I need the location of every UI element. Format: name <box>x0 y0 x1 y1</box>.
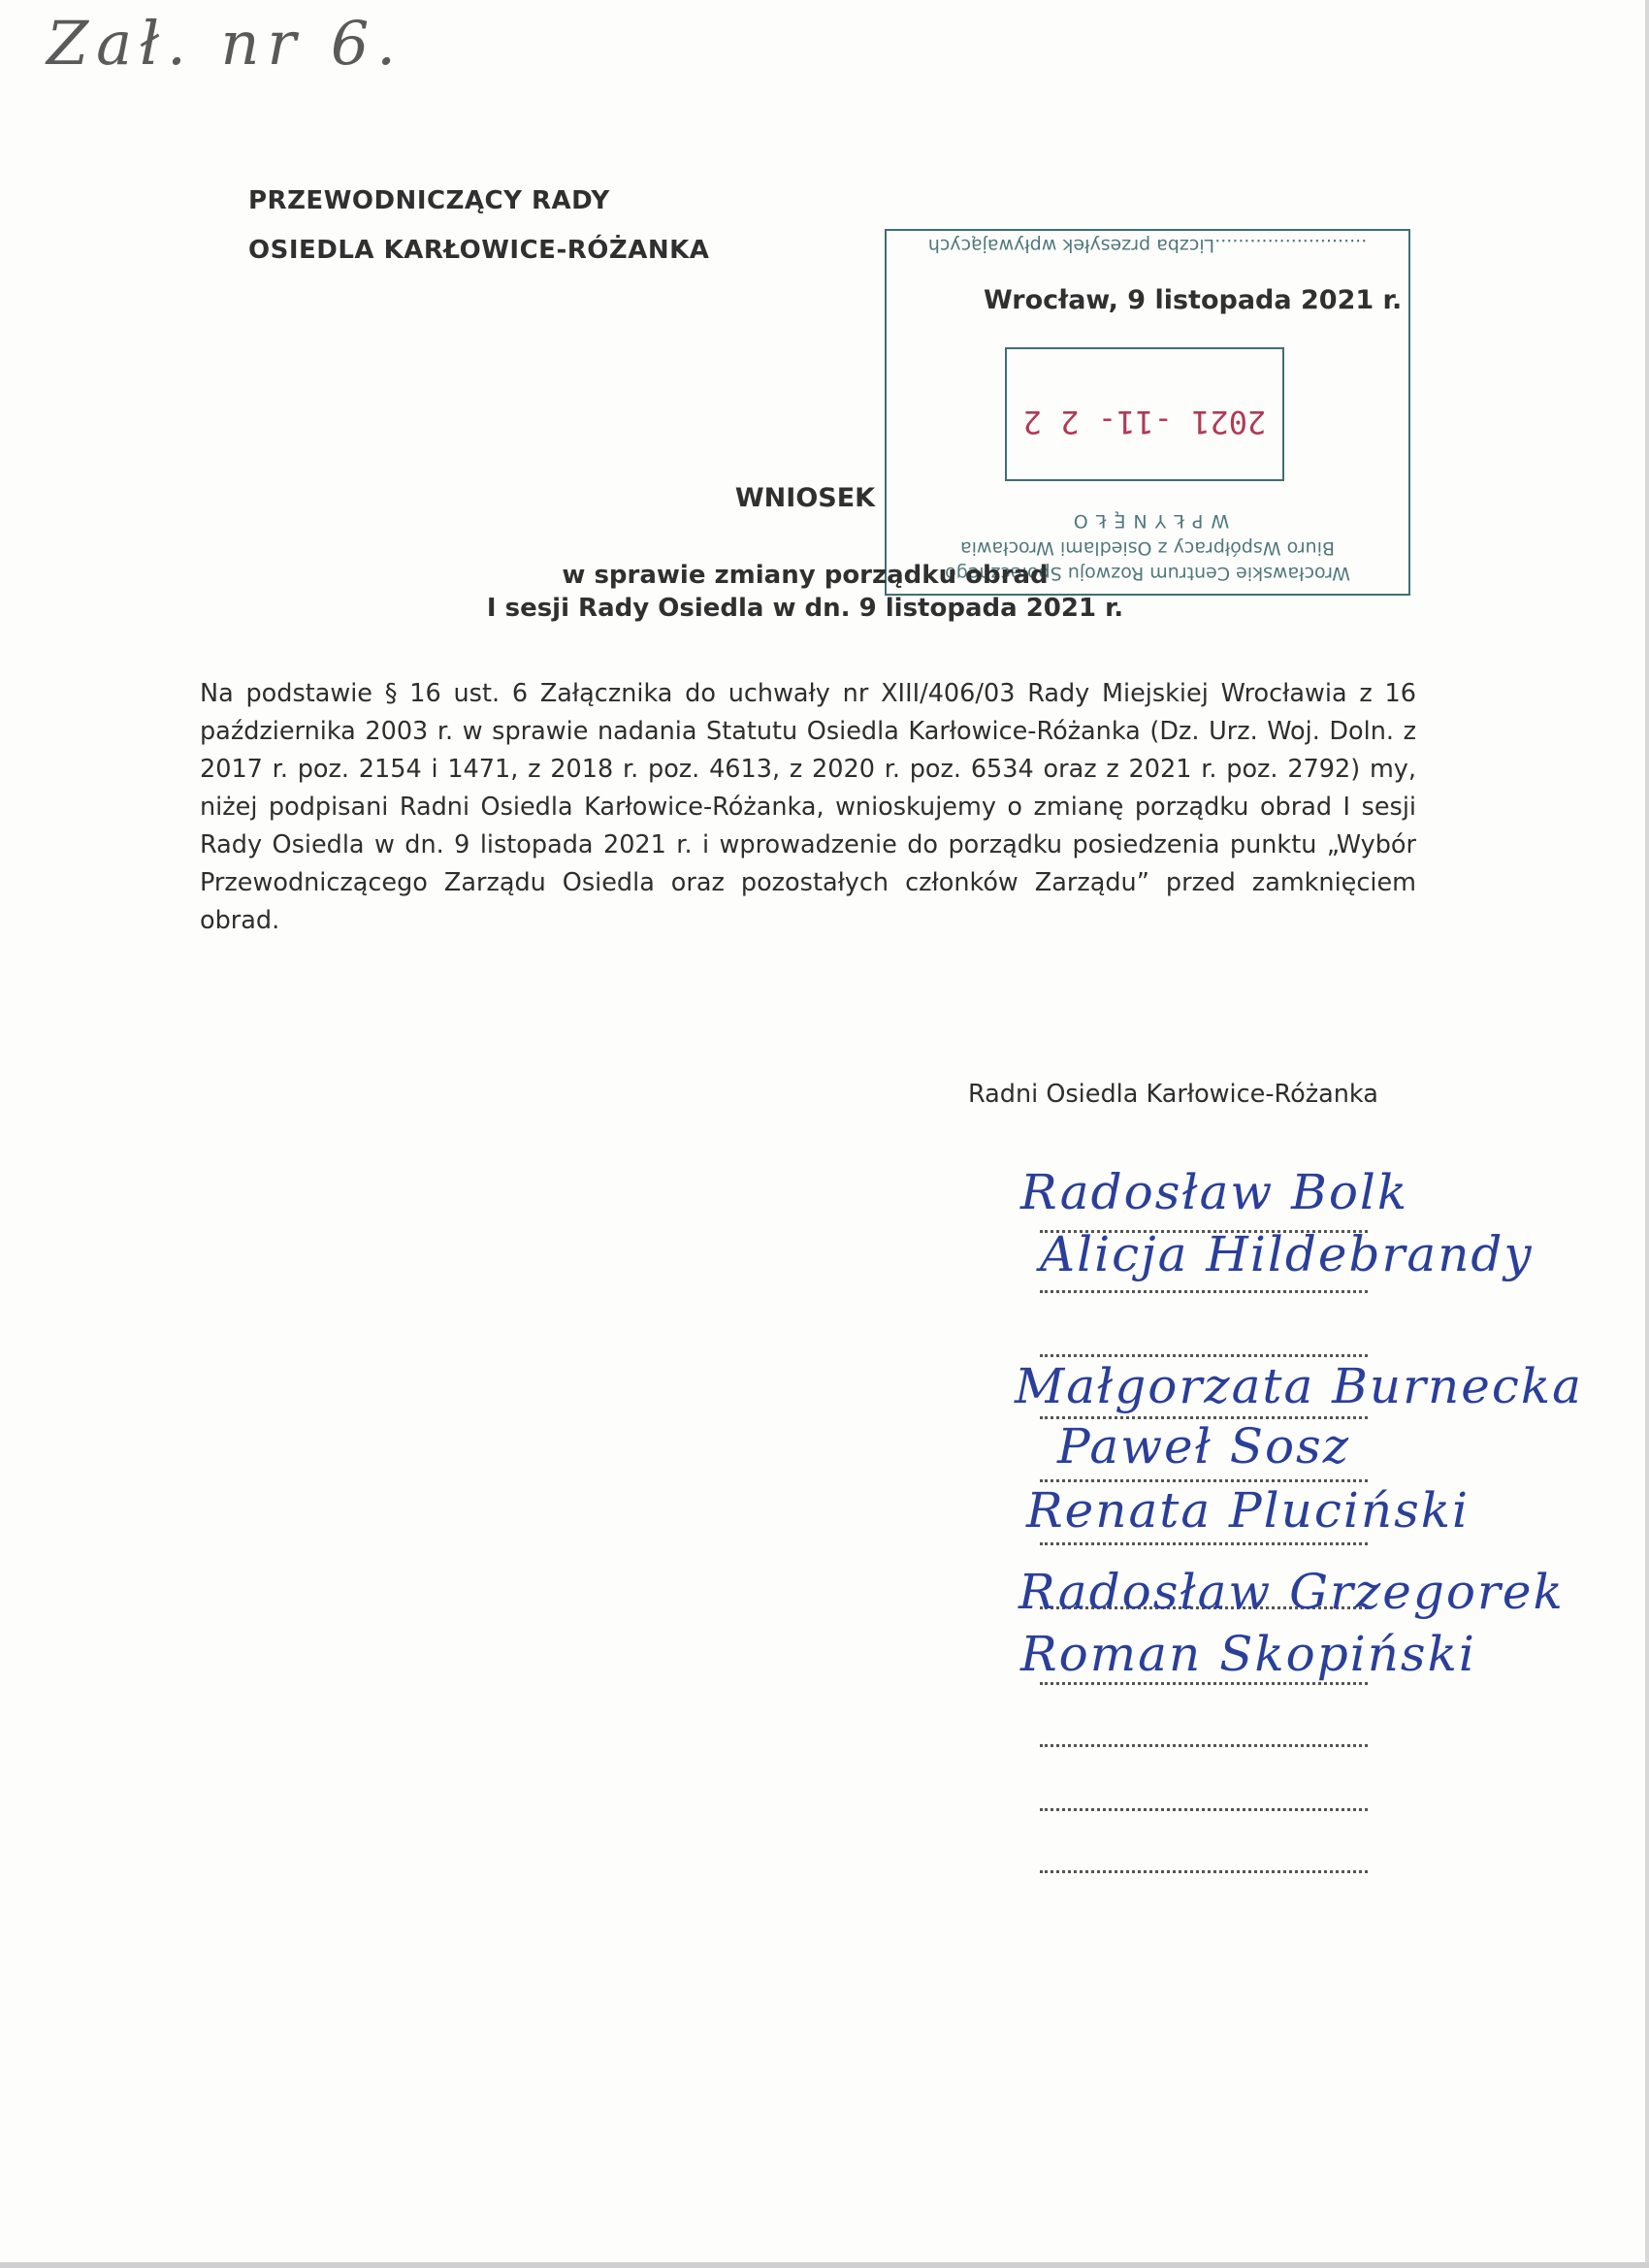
signature: Renata Pluciński <box>1026 1482 1471 1539</box>
signature: Małgorzata Burnecka <box>1015 1358 1583 1414</box>
document-body: Na podstawie § 16 ust. 6 Załącznika do uchwały nr XIII/406/03 Rady Miejskiej Wrocławia z 16 października 2003 r. w sprawie nadania Statutu Osiedla Karłowice-Różanka (Dz. Urz. Woj. Doln. z 2017 r. poz. 2154 i 1471, z 2018 r. poz. 4613, z 2020 r. poz. 6534 oraz z 2021 r. poz. 2792) my, niżej podpisani Radni Osiedla Karłowice-Różanka, wnioskujemy o zmianę porządku obrad I sesji Rady Osiedla w dn. 9 listopada 2021 r. i wprowadzenie do porządku posiedzenia punktu „Wybór Przewodniczącego Zarządu Osiedla oraz pozostałych członków Zarządu” przed zamknięciem obrad. <box>200 679 1416 935</box>
signature: Radosław Grzegorek <box>1018 1564 1565 1620</box>
signature: Alicja Hildebrandy <box>1040 1226 1534 1282</box>
receipt-stamp <box>885 229 1410 596</box>
document-title: WNIOSEK <box>734 483 876 513</box>
signature-line <box>1040 1354 1368 1357</box>
header-line-2: OSIEDLA KARŁOWICE-RÓŻANKA <box>248 236 710 265</box>
signature-line <box>1040 1542 1368 1545</box>
signature: Roman Skopiński <box>1020 1626 1476 1682</box>
signature: Radosław Bolk <box>1020 1164 1409 1220</box>
signature-line <box>1040 1870 1368 1873</box>
signature-line <box>1040 1290 1368 1293</box>
signature-line <box>1040 1744 1368 1747</box>
stamp-institution: Wrocławskie Centrum Rozwoju Społecznego <box>945 563 1350 584</box>
signature: Paweł Sosz <box>1057 1418 1351 1474</box>
subtitle-line-1: w sprawie zmiany porządku obrad <box>562 561 1049 590</box>
signatures-heading: Radni Osiedla Karłowice-Różanka <box>968 1080 1378 1109</box>
place-and-date: Wrocław, 9 listopada 2021 r. <box>984 285 1403 315</box>
stamp-footer: ..........................Liczba przesyłek wpływających <box>927 235 1368 256</box>
handwritten-annotation: Zał. nr 6. <box>47 8 404 79</box>
stamp-received-label: WPŁYNĘŁO <box>1065 510 1230 532</box>
scan-edge-bottom <box>0 2262 1649 2268</box>
signature-line <box>1040 1808 1368 1811</box>
document-subtitle <box>0 559 1610 625</box>
stamp-date: 2021 -11- 2 2 <box>1022 404 1267 440</box>
stamp-date-box <box>1005 347 1284 481</box>
header-line-1: PRZEWODNICZĄCY RADY <box>248 186 610 215</box>
signature-line <box>1040 1682 1368 1685</box>
scan-edge-right <box>1645 0 1649 2268</box>
stamp-department: Biuro Współpracy z Osiedlami Wrocławia <box>960 537 1335 559</box>
subtitle-line-2: I sesji Rady Osiedla w dn. 9 listopada 2021 r. <box>486 594 1124 623</box>
